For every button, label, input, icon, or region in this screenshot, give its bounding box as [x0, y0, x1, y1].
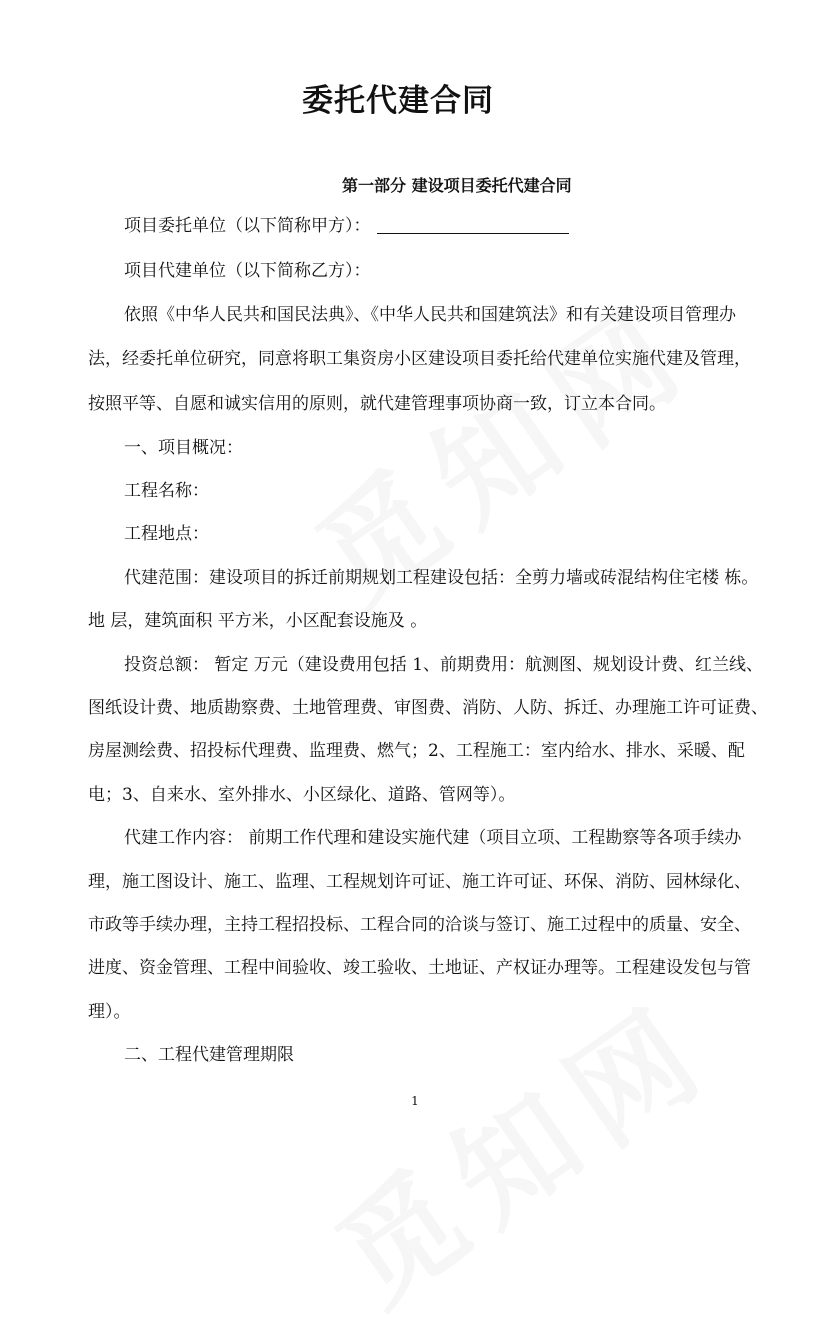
project-location-label: 工程地点：: [124, 524, 209, 544]
investment-line-4: 电；3、自来水、室外排水、小区绿化、道路、管网等）。: [88, 785, 516, 805]
work-content-line-5: 理）。: [88, 1002, 131, 1022]
client-blank: [377, 217, 569, 234]
agent-label: 项目代建单位（以下简称乙方）：: [124, 261, 371, 281]
scope-line-1: 代建范围：建设项目的拆迁前期规划工程建设包括：全剪力墙或砖混结构住宅楼 栋。: [124, 568, 759, 588]
para-line-1: 依照《中华人民共和国民法典》、《中华人民共和国建筑法》和有关建设项目管理办: [124, 305, 736, 325]
client-line: [124, 216, 569, 236]
heading-project-overview: 一、项目概况：: [124, 438, 243, 458]
page-number: 1: [411, 1094, 419, 1108]
document-title: 委托代建合同: [302, 83, 494, 119]
para-line-2: 法，经委托单位研究，同意将职工集资房小区建设项目委托给代建单位实施代建及管理，: [88, 349, 751, 369]
client-label: 项目委托单位（以下简称甲方）：: [124, 216, 371, 236]
investment-line-1: 投资总额： 暂定 万元（建设费用包括 1、前期费用：航测图、规划设计费、红兰线、: [124, 655, 764, 675]
investment-line-2: 图纸设计费、地质勘察费、土地管理费、审图费、消防、人防、拆迁、办理施工许可证费、: [88, 698, 768, 718]
scope-line-2: 地 层，建筑面积 平方米，小区配套设施及 。: [88, 611, 428, 631]
work-content-line-3: 市政等手续办理，主持工程招投标、工程合同的洽谈与签订、施工过程中的质量、安全、: [88, 915, 751, 935]
heading-management-period: 二、工程代建管理期限: [124, 1045, 294, 1065]
watermark-bottom: [299, 955, 742, 1337]
work-content-line-2: 理，施工图设计、施工、监理、工程规划许可证、施工许可证、环保、消防、园林绿化、: [88, 872, 751, 892]
section-title: 第一部分 建设项目委托代建合同: [342, 176, 572, 195]
para-line-3: 按照平等、自愿和诚实信用的原则，就代建管理事项协商一致，订立本合同。: [88, 394, 666, 414]
work-content-line-1: 代建工作内容： 前期工作代理和建设实施代建（项目立项、工程勘察等各项手续办: [124, 828, 742, 848]
work-content-line-4: 进度、资金管理、工程中间验收、竣工验收、土地证、产权证办理等。工程建设发包与管: [88, 958, 751, 978]
investment-line-3: 房屋测绘费、招投标代理费、监理费、燃气；2、工程施工：室内给水、排水、采暖、配: [88, 741, 745, 761]
project-name-label: 工程名称：: [124, 481, 209, 501]
